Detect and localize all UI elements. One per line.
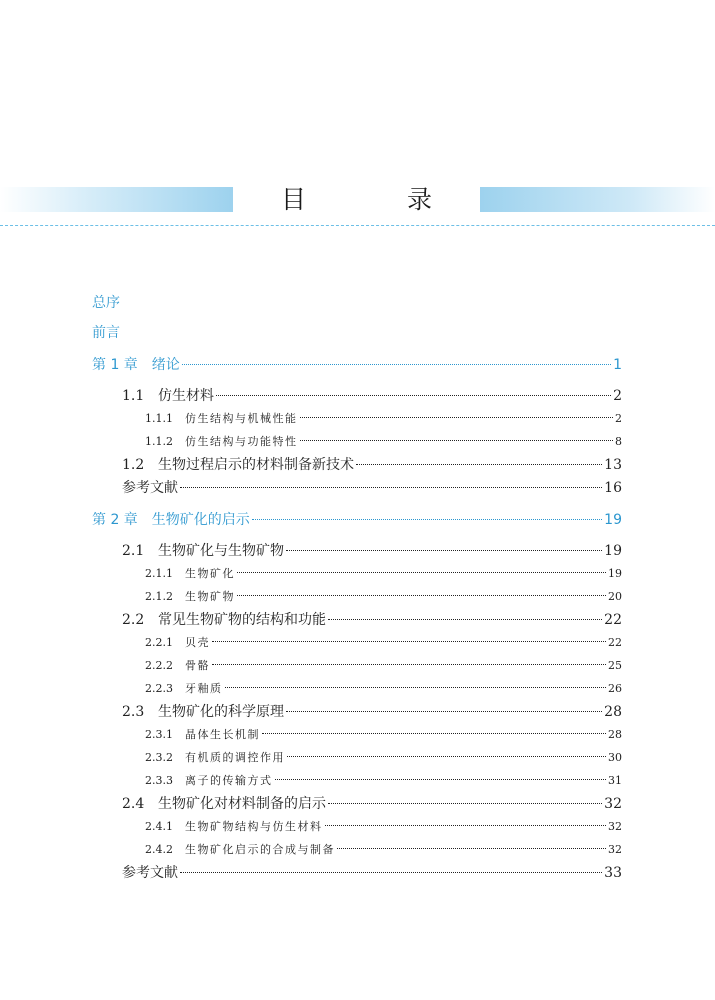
entry-number: 2.3.2	[145, 751, 173, 764]
entry-label: 生物矿物	[185, 590, 235, 603]
entry-number: 2.2.1	[145, 636, 173, 649]
entry-page-number: 22	[608, 636, 622, 649]
toc-subsection[interactable]	[145, 749, 622, 765]
toc-section[interactable]	[122, 477, 622, 497]
dot-leader	[252, 519, 602, 520]
entry-number: 2.2.2	[145, 659, 173, 672]
entry-number: 2.1	[122, 543, 145, 559]
dot-leader	[225, 687, 607, 688]
entry-page-number: 32	[604, 796, 622, 812]
entry-label: 第 2 章 生物矿化的启示	[92, 512, 250, 528]
entry-page-number: 31	[608, 774, 622, 787]
dot-leader	[182, 364, 611, 365]
entry-label: 总序	[92, 295, 120, 311]
entry-label: 生物矿化与生物矿物	[158, 543, 284, 559]
dot-leader	[286, 711, 602, 712]
dot-leader	[337, 848, 606, 849]
entry-page-number: 33	[604, 865, 622, 881]
entry-label: 生物过程启示的材料制备新技术	[158, 457, 354, 473]
dot-leader	[328, 619, 602, 620]
toc-subsection[interactable]	[145, 772, 622, 788]
toc-section[interactable]	[122, 701, 622, 721]
toc-section[interactable]	[122, 862, 622, 882]
entry-number: 1.1.1	[145, 412, 173, 425]
entry-number: 2.3.1	[145, 728, 173, 741]
toc-section[interactable]	[122, 454, 622, 474]
entry-page-number: 19	[608, 567, 622, 580]
entry-number: 1.1	[122, 388, 145, 404]
toc-section[interactable]	[122, 385, 622, 405]
toc-subsection[interactable]	[145, 657, 622, 673]
toc-subsection[interactable]	[145, 841, 622, 857]
entry-page-number: 20	[608, 590, 622, 603]
toc-front-matter[interactable]	[92, 322, 120, 342]
entry-label: 仿生结构与功能特性	[185, 435, 298, 448]
entry-page-number: 22	[604, 612, 622, 628]
dot-leader	[262, 733, 606, 734]
entry-label: 第 1 章 绪论	[92, 357, 180, 373]
entry-number: 1.1.2	[145, 435, 173, 448]
dot-leader	[287, 756, 606, 757]
entry-label: 生物矿化对材料制备的启示	[158, 796, 326, 812]
dot-leader	[275, 779, 607, 780]
toc-subsection[interactable]	[145, 433, 622, 449]
dot-leader	[300, 417, 614, 418]
title-bar-right	[480, 187, 715, 212]
entry-page-number: 28	[608, 728, 622, 741]
entry-label: 生物矿物结构与仿生材料	[185, 820, 323, 833]
toc-subsection[interactable]	[145, 726, 622, 742]
entry-number: 2.3.3	[145, 774, 173, 787]
toc-section[interactable]	[122, 609, 622, 629]
toc-subsection[interactable]	[145, 818, 622, 834]
toc-front-matter[interactable]	[92, 292, 120, 312]
entry-page-number: 19	[604, 543, 622, 559]
entry-label: 骨骼	[185, 659, 210, 672]
toc-subsection[interactable]	[145, 565, 622, 581]
entry-number: 2.4.2	[145, 843, 173, 856]
dot-leader	[300, 440, 614, 441]
dot-leader	[356, 464, 602, 465]
entry-label: 离子的传输方式	[185, 774, 273, 787]
dot-leader	[237, 572, 606, 573]
entry-page-number: 19	[604, 512, 622, 528]
entry-page-number: 32	[608, 843, 622, 856]
header-divider	[0, 225, 715, 226]
entry-page-number: 2	[615, 412, 622, 425]
entry-number: 2.2	[122, 612, 145, 628]
entry-label: 贝壳	[185, 636, 210, 649]
entry-label: 有机质的调控作用	[185, 751, 285, 764]
dot-leader	[212, 664, 606, 665]
dot-leader	[328, 803, 602, 804]
dot-leader	[325, 825, 607, 826]
dot-leader	[180, 487, 602, 488]
entry-number: 2.4.1	[145, 820, 173, 833]
entry-label: 常见生物矿物的结构和功能	[158, 612, 326, 628]
entry-label: 参考文献	[122, 865, 178, 881]
toc-chapter[interactable]	[92, 509, 622, 529]
toc-subsection[interactable]	[145, 588, 622, 604]
entry-page-number: 30	[608, 751, 622, 764]
entry-number: 2.2.3	[145, 682, 173, 695]
entry-page-number: 1	[613, 357, 622, 373]
entry-label: 仿生结构与机械性能	[185, 412, 298, 425]
entry-label: 晶体生长机制	[185, 728, 260, 741]
entry-number: 2.4	[122, 796, 145, 812]
entry-label: 生物矿化的科学原理	[158, 704, 284, 720]
entry-page-number: 13	[604, 457, 622, 473]
entry-label: 前言	[92, 325, 120, 341]
dot-leader	[216, 395, 611, 396]
entry-number: 2.1.1	[145, 567, 173, 580]
dot-leader	[237, 595, 606, 596]
entry-page-number: 28	[604, 704, 622, 720]
entry-label: 牙釉质	[185, 682, 223, 695]
entry-label: 参考文献	[122, 480, 178, 496]
header-band	[0, 0, 715, 240]
toc-section[interactable]	[122, 540, 622, 560]
entry-label: 生物矿化	[185, 567, 235, 580]
dot-leader	[180, 872, 602, 873]
entry-label: 生物矿化启示的合成与制备	[185, 843, 335, 856]
toc-subsection[interactable]	[145, 634, 622, 650]
dot-leader	[286, 550, 602, 551]
entry-page-number: 32	[608, 820, 622, 833]
entry-page-number: 16	[604, 480, 622, 496]
entry-number: 2.1.2	[145, 590, 173, 603]
toc-subsection[interactable]	[145, 680, 622, 696]
toc-section[interactable]	[122, 793, 622, 813]
entry-page-number: 25	[608, 659, 622, 672]
entry-number: 1.2	[122, 457, 145, 473]
entry-page-number: 26	[608, 682, 622, 695]
toc-subsection[interactable]	[145, 410, 622, 426]
page-title: 目 录	[280, 185, 470, 214]
title-bar-left	[0, 187, 233, 212]
entry-number: 2.3	[122, 704, 145, 720]
entry-page-number: 2	[613, 388, 622, 404]
entry-label: 仿生材料	[158, 388, 214, 404]
toc-chapter[interactable]	[92, 354, 622, 374]
entry-page-number: 8	[615, 435, 622, 448]
dot-leader	[212, 641, 606, 642]
